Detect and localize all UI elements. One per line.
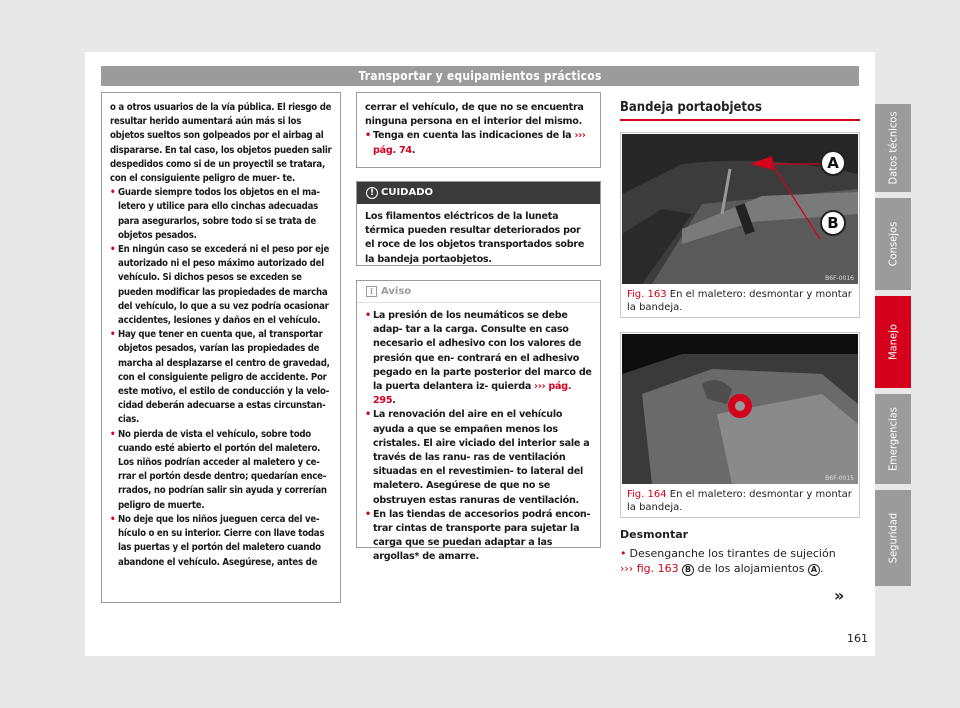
trunk-shelf-photo	[622, 134, 858, 284]
continue-icon: »	[834, 586, 845, 605]
figure-link[interactable]: ››› fig. 163	[620, 562, 679, 575]
caution-title: CUIDADO	[381, 187, 434, 198]
bullet-icon: •	[620, 547, 627, 560]
list-item: • No pierda de vista el vehículo, sobre todo cuando esté abierto el portón del maletero. Los niños podrían acceder al maletero y ce- rrar el portón desde dentro; quedarían ence- rrados, no podrían salir sin ayuda y correrían peligro de muerte.	[110, 428, 327, 511]
tab-emergencias[interactable]: Emergencias	[875, 394, 911, 484]
marker-a: A	[820, 150, 846, 176]
list-item: • Guarde siempre todos los objetos en el ma- letero y utilice para ello cinchas adecuadas para asegurarlos, sobre todo si se trata de objetos pesados.	[110, 187, 320, 241]
image-code: B6F-0016	[825, 275, 854, 282]
figure-number: Fig. 163	[627, 289, 667, 300]
figure-164	[620, 332, 860, 518]
list-item: • No deje que los niños jueguen cerca del ve- hículo o en su interior. Cierre con llave todas las puertas y el portón del maletero cuando abandone el vehículo. Asegúrese, antes de	[110, 513, 325, 568]
page-number: 161	[847, 632, 868, 645]
list-item: • La presión de los neumáticos se debe adap- tar a la carga. Consulte en caso necesario el adhesivo con los valores de presión que en- contrará en el adhesivo pegado en la parte posterior del marco de la puerta delantera iz- quierda ››› pág. 295.	[365, 310, 592, 407]
trunk-interior-photo	[622, 334, 858, 484]
notice-box	[356, 280, 601, 563]
tab-manejo[interactable]: Manejo	[875, 296, 911, 388]
figure-163	[620, 132, 860, 318]
caution-icon: !	[366, 187, 378, 199]
bullet-icon: •	[110, 428, 116, 440]
notice-header	[357, 281, 600, 303]
warning-end-box	[356, 92, 601, 168]
section-title: Bandeja portaobjetos	[620, 100, 763, 115]
list-item: • En ningún caso se excederá ni el peso por eje autorizado ni el peso máximo autorizado del vehículo. Si dichos pesos se exceden se pueden modificar las propiedades de marcha del vehículo, lo que a su vez podría ocasionar accidentes, lesiones y daños en el vehículo.	[110, 244, 330, 327]
figure-caption: Fig. 163 En el maletero: desmontar y montar la bandeja.	[627, 289, 852, 313]
notice-title: Aviso	[381, 286, 412, 297]
info-icon: i	[366, 286, 377, 297]
tab-consejos[interactable]: Consejos	[875, 198, 911, 290]
page-link[interactable]: ››› pág. 74	[373, 130, 586, 156]
bullet-icon: •	[365, 310, 371, 321]
subheading-desmontar: Desmontar	[620, 528, 689, 541]
image-code: B6F-0015	[825, 475, 854, 482]
list-item: • Tenga en cuenta las indicaciones de la ››› pág. 74.	[365, 130, 586, 156]
caution-header	[357, 182, 600, 204]
warning-intro-text: o a otros usuarios de la vía pública. El riesgo de resultar herido aumentará aún más si los objetos sueltos son golpeados por el airbag al dispararse. En tal caso, los objetos pueden salir despedidos como si de un proyectil se tratara, con el consiguiente peligro de muer- te.	[110, 102, 332, 185]
bullet-icon: •	[365, 409, 371, 421]
bullet-icon: •	[110, 329, 116, 341]
bullet-icon: •	[365, 130, 371, 142]
bullet-icon: •	[110, 513, 116, 525]
figure-number: Fig. 164	[627, 489, 667, 500]
list-item: • La renovación del aire en el vehículo ayuda a que se empañen menos los cristales. El aire viciado del interior sale a través de las ranu- ras de ventilación situadas en el revestimien- to lateral del maletero. Asegúrese de que no se obstruyen estas ranuras de ventilación.	[365, 409, 590, 506]
list-item: • En las tiendas de accesorios podrá encon- trar cintas de transporte para sujetar la carga que se puedan adaptar a las argollas* de amarre.	[365, 508, 591, 563]
bullet-icon: •	[110, 244, 116, 256]
marker-b-ref: B	[682, 564, 694, 576]
list-item: • Hay que tener en cuenta que, al transportar objetos pesados, varían las propiedades de marcha al desplazarse el centro de gravedad, con el consiguiente peligro de accidente. Por este motivo, el estilo de conducción y la velo- cidad deberán adecuarse a estas circunstan- cias.	[110, 329, 330, 426]
caution-box	[356, 181, 601, 266]
section-rule	[620, 119, 860, 121]
page-header: Transportar y equipamientos prácticos	[101, 66, 859, 86]
tab-datos-tecnicos[interactable]: Datos técnicos	[875, 104, 911, 192]
bullet-icon: •	[110, 187, 116, 199]
marker-b: B	[820, 210, 846, 236]
figure-caption: Fig. 164 En el maletero: desmontar y montar la bandeja.	[627, 489, 852, 513]
warning-end-text: cerrar el vehículo, de que no se encuentra ninguna persona en el interior del mismo.	[365, 102, 584, 128]
step-item: • Desenganche los tirantes de sujeción ››› fig. 163 B de los alojamientos A .	[620, 547, 836, 575]
bullet-icon: •	[365, 508, 371, 520]
page-link[interactable]: ››› pág. 295	[373, 381, 572, 407]
caution-text: Los filamentos eléctricos de la luneta térmica pueden resultar deteriorados por el roce de los objetos transportados sobre la bandeja portaobjetos.	[365, 211, 585, 265]
marker-a-ref: A	[808, 564, 820, 576]
tab-seguridad[interactable]: Seguridad	[875, 490, 911, 586]
warning-continuation-box	[101, 92, 341, 603]
